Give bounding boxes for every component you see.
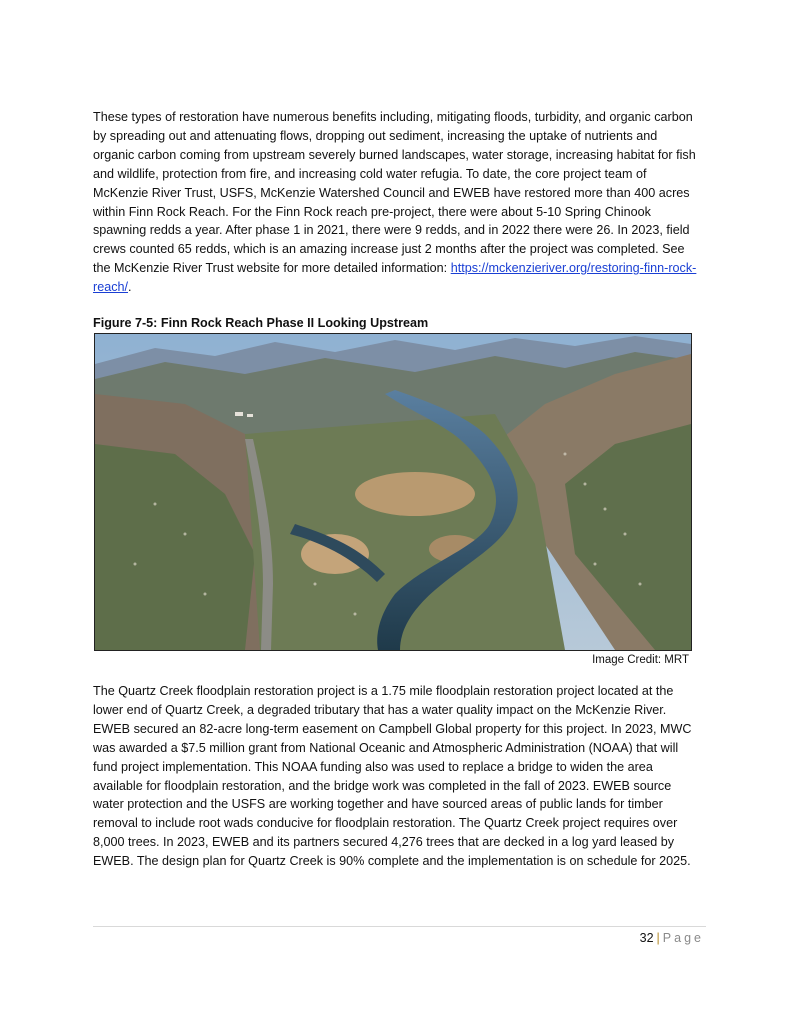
image-credit: Image Credit: MRT <box>592 654 689 666</box>
figure-caption: Figure 7-5: Finn Rock Reach Phase II Looking Upstream <box>93 316 429 330</box>
link-trailing-period: . <box>128 280 132 295</box>
page-separator: | <box>656 931 660 945</box>
footer-divider <box>93 926 706 927</box>
page-number: 32 <box>639 931 654 945</box>
finn-rock-aerial-photo <box>94 333 692 651</box>
intro-paragraph <box>93 108 699 297</box>
quartz-creek-paragraph: The Quartz Creek floodplain restoration project is a 1.75 mile floodplain restoration project located at the lower end of Quartz Creek, a degraded tributary that has a water quality impact on the McKenzie River. EWEB secured an 82-acre long-term easement on Campbell Global property for this project. In 2023, MWC was awarded a $7.5 million grant from National Oceanic and Atmospheric Administration (NOAA) that will fund project implementation. This NOAA funding also was used to replace a bridge to widen the area available for floodplain restoration, and the bridge work was completed in the fall of 2023. EWEB source water protection and the USFS are working together and have sourced areas of public lands for timber removal to include root wads conducive for floodplain restoration. The Quartz Creek project requires over 8,000 trees. In 2023, EWEB and its partners secured 4,276 trees that are decked in a log yard leased by EWEB. The design plan for Quartz Creek is 90% complete and the implementation is on schedule for 2025. <box>93 684 692 869</box>
mrt-website-link[interactable]: https://mckenzieriver.org/restoring-finn-rock-reach/ <box>93 261 697 295</box>
page-footer <box>640 931 704 945</box>
page-label: Page <box>662 931 704 945</box>
intro-paragraph-text: These types of restoration have numerous benefits including, mitigating floods, turbidity, and organic carbon by spreading out and attenuating flows, dropping out sediment, increasing the uptake of nutrients and organic carbon coming from upstream severely burned landscapes, water storage, increasing habitat for fish and wildlife, protection from fire, and increasing cold water refugia. To date, the core project team of McKenzie River Trust, USFS, McKenzie Watershed Council and EWEB have restored more than 400 acres within Finn Rock Reach. For the Finn Rock reach pre-project, there were about 5-10 Spring Chinook spawning redds a year. After phase 1 in 2021, there were 9 redds, and in 2022 there were 26. In 2023, field crews counted 65 redds, which is an amazing increase just 2 months after the project was completed. See the McKenzie River Trust website for more detailed information: <box>93 110 696 276</box>
